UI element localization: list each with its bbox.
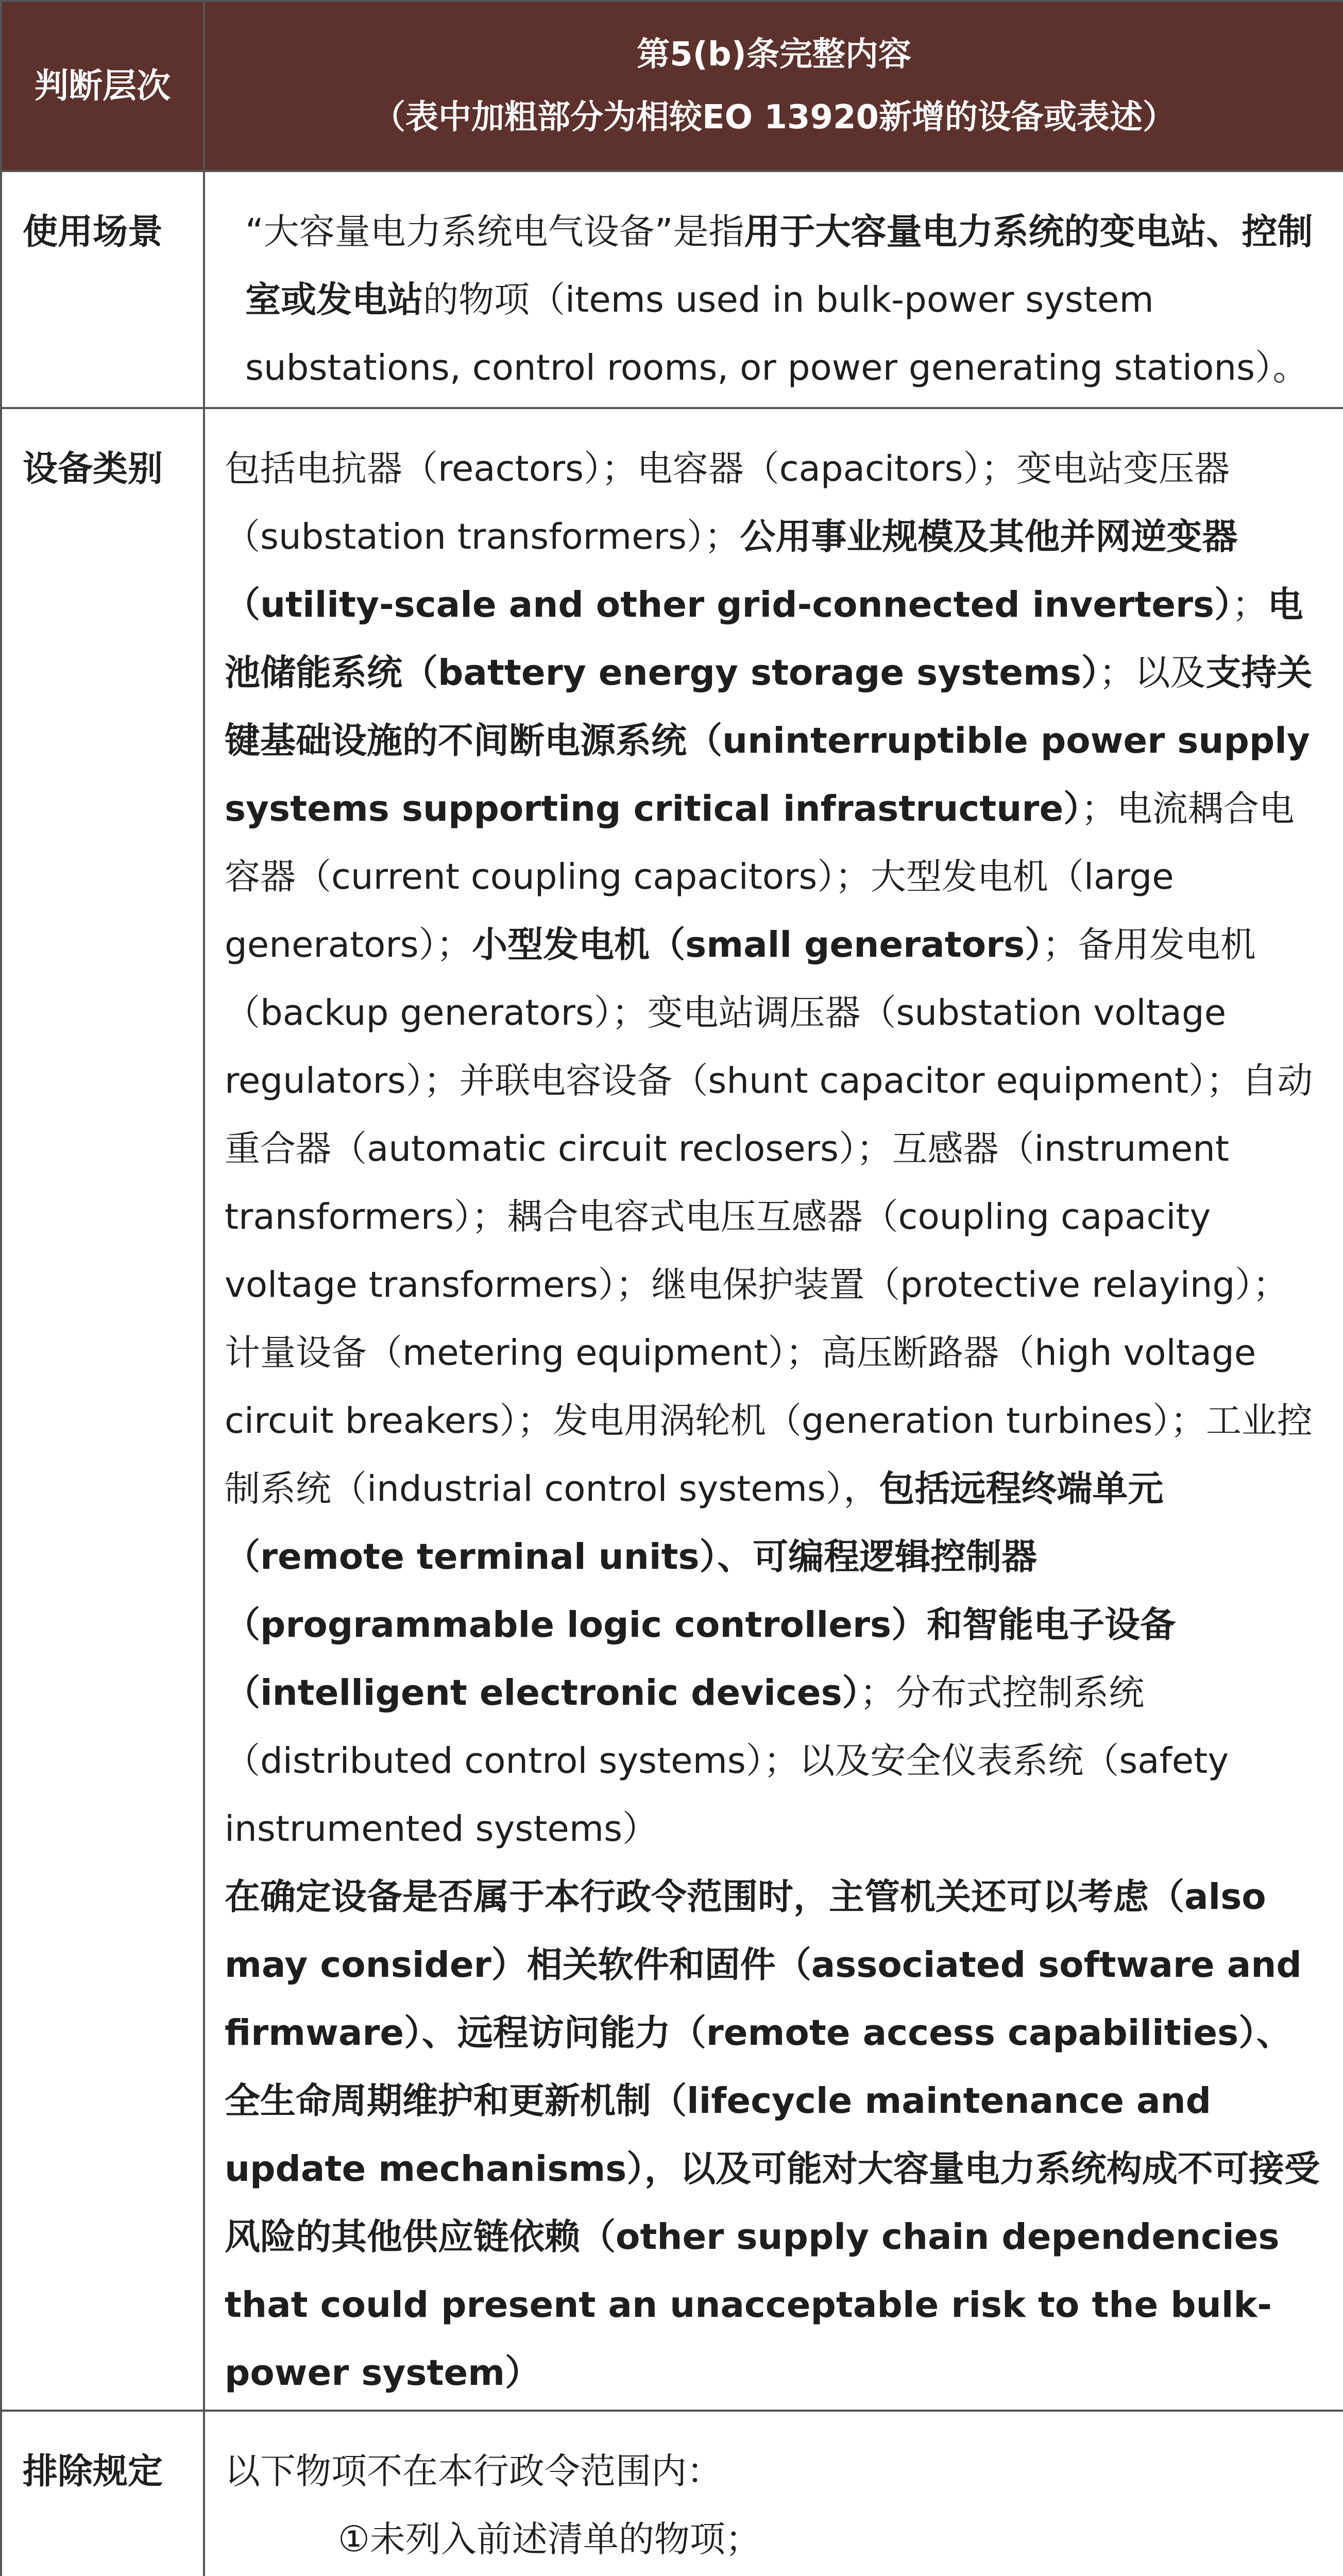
exclusion-item-1: ①未列入前述清单的物项； bbox=[338, 2519, 761, 2560]
category-bold-consideration: 在确定设备是否属于本行政令范围时，主管机关还可以考虑（also may consider）相关软件和固件（associated software and firmware）、远程访问能力（remote access capabilities）、全生命周期维护和更新机制（lifecycle maintenance and update mechanisms），以及可能对大容量电力系统构成不可接受风险的其他供应链依赖（other supply chain dependencies that could present an unacceptable risk to the bulk-power system） bbox=[225, 1876, 1320, 2394]
header-content-title bbox=[204, 1, 1343, 171]
category-bold-3: 支持关键基础设施的不间断电源系统（uninterruptible power supply systems supporting critical infrastructure） bbox=[225, 652, 1313, 829]
row-label-exclusion: 排除规定 bbox=[1, 2411, 204, 2576]
category-bold-1: 公用事业规模及其他并网逆变器（utility-scale and other grid-connected inverters） bbox=[225, 516, 1238, 625]
table-row-equipment-category bbox=[1, 408, 1343, 2411]
exclusion-content bbox=[204, 2411, 1343, 2576]
row-label-usage-scene: 使用场景 bbox=[1, 171, 204, 408]
table-header-row bbox=[1, 1, 1343, 171]
category-text-2: ； bbox=[1232, 584, 1268, 625]
usage-scene-text-2: 的物项（items used in bulk-power system substations, control rooms, or power generating stations）。 bbox=[245, 279, 1308, 388]
category-text-3: ；以及 bbox=[1099, 652, 1206, 693]
category-text-4: ；电流耦合电容器（current coupling capacitors）；大型发电机（large generators）； bbox=[225, 788, 1295, 965]
category-bold-2: 电池储能系统（battery energy storage systems） bbox=[225, 584, 1303, 693]
header-title-line2: （表中加粗部分为相较EO 13920新增的设备或表述） bbox=[372, 98, 1176, 137]
category-text-1: 包括电抗器（reactors）；电容器（capacitors）；变电站变压器（substation transformers）； bbox=[225, 448, 1230, 557]
exclusion-item-2 bbox=[225, 2573, 1322, 2576]
row-label-equipment-category: 设备类别 bbox=[1, 408, 204, 2411]
usage-scene-content bbox=[204, 171, 1343, 408]
category-bold-4: 小型发电机（small generators） bbox=[472, 924, 1043, 965]
usage-scene-text-1: “大容量电力系统电气设备”是指 bbox=[245, 211, 744, 252]
table-row-usage-scene bbox=[1, 171, 1343, 408]
equipment-category-content bbox=[204, 408, 1343, 2411]
category-text-5: ；备用发电机（backup generators）；变电站调压器（substation voltage regulators）；并联电容设备（shunt capacitor equipment）；自动重合器（automatic circuit reclosers）；互感器（instrument transformers）；耦合电容式电压互感器（coupling capacity voltage transformers）；继电保护装置（protective relaying）；计量设备（metering equipment）；高压断路器（high voltage circuit breakers）；发电用涡轮机（generation turbines）；工业控制系统（industrial control systems）， bbox=[225, 924, 1313, 1510]
header-level-label: 判断层次 bbox=[1, 1, 204, 171]
category-text-6: ；分布式控制系统（distributed control systems）；以及安全仪表系统（safety instrumented systems） bbox=[225, 1672, 1229, 1850]
category-bold-5: 包括远程终端单元（remote terminal units）、可编程逻辑控制器（programmable logic controllers）和智能电子设备（intelligent electronic devices） bbox=[225, 1468, 1176, 1714]
table-row-exclusion bbox=[1, 2411, 1343, 2576]
usage-scene-bold-1: 用于大容量电力系统的变电站、控制室或发电站 bbox=[245, 211, 1313, 320]
header-title-line1: 第5(b)条完整内容 bbox=[637, 36, 911, 74]
exclusion-intro: 以下物项不在本行政令范围内： bbox=[225, 2451, 722, 2492]
